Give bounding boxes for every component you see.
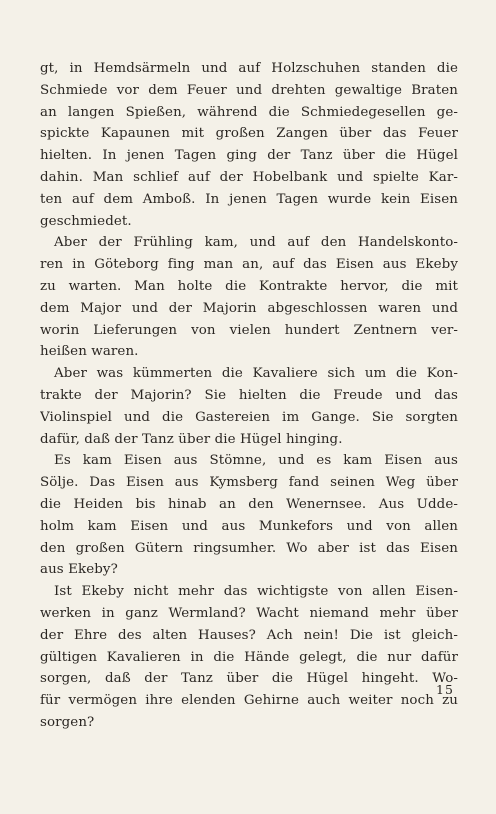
text-line: Sölje. Das Eisen aus Kymsberg fand seinen Weg über: [40, 475, 458, 491]
text-line: hielten. In jenen Tagen ging der Tanz über die Hügel: [40, 148, 458, 164]
text-line: sorgen, daß der Tanz über die Hügel hingeht. Wo-: [40, 671, 458, 687]
text-line: Aber der Frühling kam, und auf den Handelskonto-: [54, 235, 458, 251]
text-line: werken in ganz Wermland? Wacht niemand mehr über: [40, 605, 458, 621]
text-line: ren in Göteborg fing man an, auf das Eisen aus Ekeby: [40, 257, 458, 273]
text-line: Ist Ekeby nicht mehr das wichtigste von allen Eisen-: [54, 584, 458, 600]
text-line: sorgen?: [40, 714, 95, 730]
text-line: Violinspiel und die Gastereien im Gange. Sie sorgten: [40, 409, 458, 425]
text-line: gt, in Hemdsärmeln und auf Holzschuhen standen die: [40, 61, 458, 76]
text-line: dafür, daß der Tanz über die Hügel hinging.: [40, 431, 343, 447]
text-line: trakte der Majorin? Sie hielten die Freude und das: [40, 387, 458, 403]
text-line: Aber was kümmerten die Kavaliere sich um die Kon-: [54, 366, 458, 382]
text-line: zu warten. Man holte die Kontrakte hervor, die mit: [40, 278, 458, 294]
text-line: der Ehre des alten Hauses? Ach nein! Die ist gleich-: [40, 627, 458, 643]
body-text: [40, 58, 458, 734]
text-line: gültigen Kavalieren in die Hände gelegt, die nur dafür: [40, 649, 458, 665]
text-line: für vermögen ihre elenden Gehirne auch weiter noch zu: [40, 693, 458, 709]
text-line: ten auf dem Amboß. In jenen Tagen wurde kein Eisen: [40, 191, 458, 207]
page-number: 15: [436, 682, 454, 697]
text-line: dem Major und der Majorin abgeschlossen waren und: [40, 300, 458, 316]
text-line: worin Lieferungen von vielen hundert Zentnern ver-: [40, 322, 458, 338]
text-line: holm kam Eisen und aus Munkefors und von allen: [40, 518, 458, 534]
text-line: heißen waren.: [40, 344, 139, 360]
text-line: die Heiden bis hinab an den Wenernsee. Aus Udde-: [40, 496, 458, 512]
text-line: dahin. Man schlief auf der Hobelbank und spielte Kar-: [40, 169, 458, 185]
text-line: Es kam Eisen aus Stömne, und es kam Eisen aus: [54, 453, 458, 469]
text-line: geschmiedet.: [40, 213, 132, 229]
text-line: aus Ekeby?: [40, 562, 118, 578]
text-line: spickte Kapaunen mit großen Zangen über das Feuer: [40, 126, 458, 142]
text-line: den großen Gütern ringsumher. Wo aber ist das Eisen: [40, 540, 458, 556]
text-line: an langen Spießen, während die Schmiedegesellen ge-: [40, 104, 458, 120]
text-line: Schmiede vor dem Feuer und drehten gewaltige Braten: [40, 82, 458, 98]
